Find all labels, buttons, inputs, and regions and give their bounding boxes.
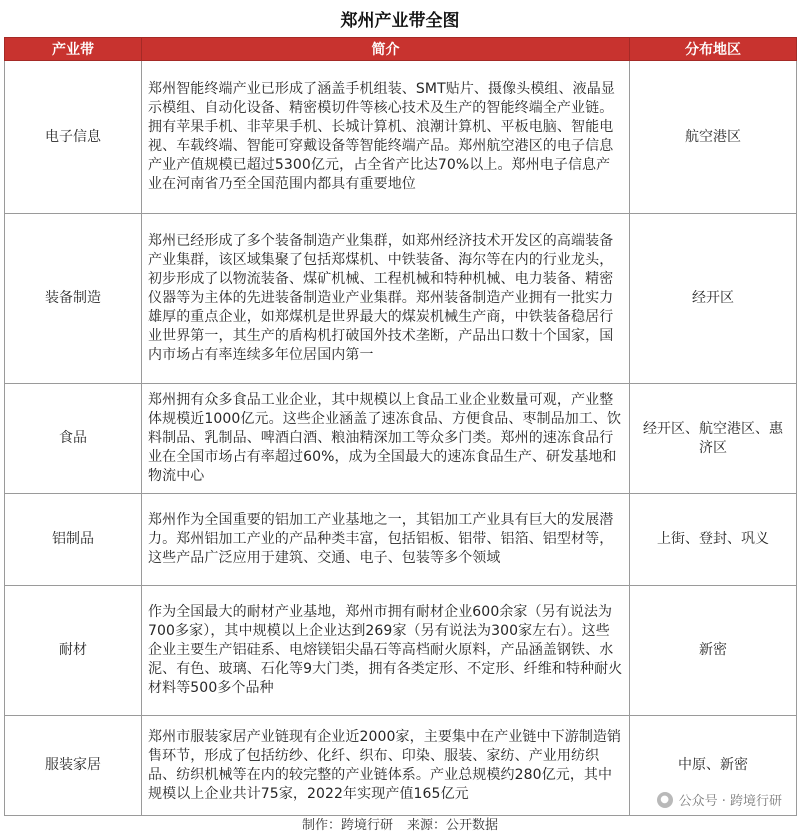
- industry-desc: 郑州作为全国重要的铝加工产业基地之一，其铝加工产业具有巨大的发展潜力。郑州铝加工产业的产品种类丰富，包括铝板、铝带、铝箔、铝型材等，这些产品广泛应用于建筑、交通、电子、包装等多个领域: [142, 494, 630, 586]
- industry-desc: 郑州已经形成了多个装备制造产业集群，如郑州经济技术开发区的高端装备产业集群，该区域集聚了包括郑煤机、中铁装备、海尔等在内的行业龙头，初步形成了以物流装备、煤矿机械、工程机械和特种机械、电力装备、精密仪器等为主体的先进装备制造业产业集群。郑州装备制造产业拥有一批实力雄厚的重点企业，如郑煤机是世界最大的煤炭机械生产商，中铁装备稳居行业世界第一，其生产的盾构机打破国外技术垄断，产品出口数十个国家，国内市场占有率连续多年位居国内第一: [142, 214, 630, 384]
- industry-name: 铝制品: [5, 494, 142, 586]
- industry-desc: 郑州智能终端产业已形成了涵盖手机组装、SMT贴片、摄像头模组、液晶显示模组、自动化设备、精密模切件等核心技术及生产的智能终端全产业链。拥有苹果手机、非苹果手机、长城计算机、浪潮计算机、平板电脑、智能电视、车载终端、智能可穿戴设备等智能终端产品。郑州航空港区的电子信息产业产值规模已超过5300亿元，占全省产比达70%以上。郑州电子信息产业在河南省乃至全国范围内都具有重要地位: [142, 61, 630, 214]
- industry-region: 航空港区: [630, 61, 797, 214]
- table-row: [5, 214, 797, 384]
- industry-name: 装备制造: [5, 214, 142, 384]
- industry-region: 中原、新密: [630, 716, 797, 816]
- industry-name: 服装家居: [5, 716, 142, 816]
- industry-region: 经开区、航空港区、惠济区: [630, 384, 797, 494]
- industry-region: 上街、登封、巩义: [630, 494, 797, 586]
- footer-source: 来源：公开数据: [407, 818, 499, 833]
- industry-name: 耐材: [5, 586, 142, 716]
- industry-region: 经开区: [630, 214, 797, 384]
- table-row: [5, 586, 797, 716]
- footer-made-by: 制作：跨境行研: [301, 818, 393, 833]
- table-row: [5, 61, 797, 214]
- header-industry: 产业带: [5, 38, 142, 61]
- header-intro: 简介: [142, 38, 630, 61]
- industry-desc: 作为全国最大的耐材产业基地，郑州市拥有耐材企业600余家（另有说法为700多家），其中规模以上企业达到269家（另有说法为300家左右）。这些企业主要生产铝硅系、电熔镁铝尖晶石等高档耐火原料，产品涵盖钢铁、水泥、有色、玻璃、石化等9大门类，拥有各类定形、不定形、纤维和特种耐火材料等500多个品种: [142, 586, 630, 716]
- industry-name: 电子信息: [5, 61, 142, 214]
- industry-region: 新密: [630, 586, 797, 716]
- footer: [0, 812, 800, 835]
- industry-name: 食品: [5, 384, 142, 494]
- table-row: [5, 494, 797, 586]
- industry-table: [4, 37, 797, 816]
- wechat-icon: ●: [657, 792, 673, 808]
- industry-desc: 郑州市服装家居产业链现有企业近2000家，主要集中在产业链中下游制造销售环节，形成了包括纺纱、化纤、织布、印染、服装、家纺、产业用纺织品、纺织机械等在内的较完整的产业链体系。产业总规模约280亿元，其中规模以上企业共计75家，2022年实现产值165亿元: [142, 716, 630, 816]
- table-header-row: [5, 38, 797, 61]
- watermark: [657, 790, 782, 809]
- industry-desc: 郑州拥有众多食品工业企业，其中规模以上食品工业企业数量可观，产业整体规模近1000亿元。这些企业涵盖了速冻食品、方便食品、枣制品加工、饮料制品、乳制品、啤酒白酒、粮油精深加工等众多门类。郑州的速冻食品行业在全国市场占有率超过60%，成为全国最大的速冻食品生产、研发基地和物流中心: [142, 384, 630, 494]
- watermark-text: 公众号 · 跨境行研: [678, 794, 782, 809]
- table-row: [5, 384, 797, 494]
- header-region: 分布地区: [630, 38, 797, 61]
- page-title: 郑州产业带全图: [340, 10, 460, 31]
